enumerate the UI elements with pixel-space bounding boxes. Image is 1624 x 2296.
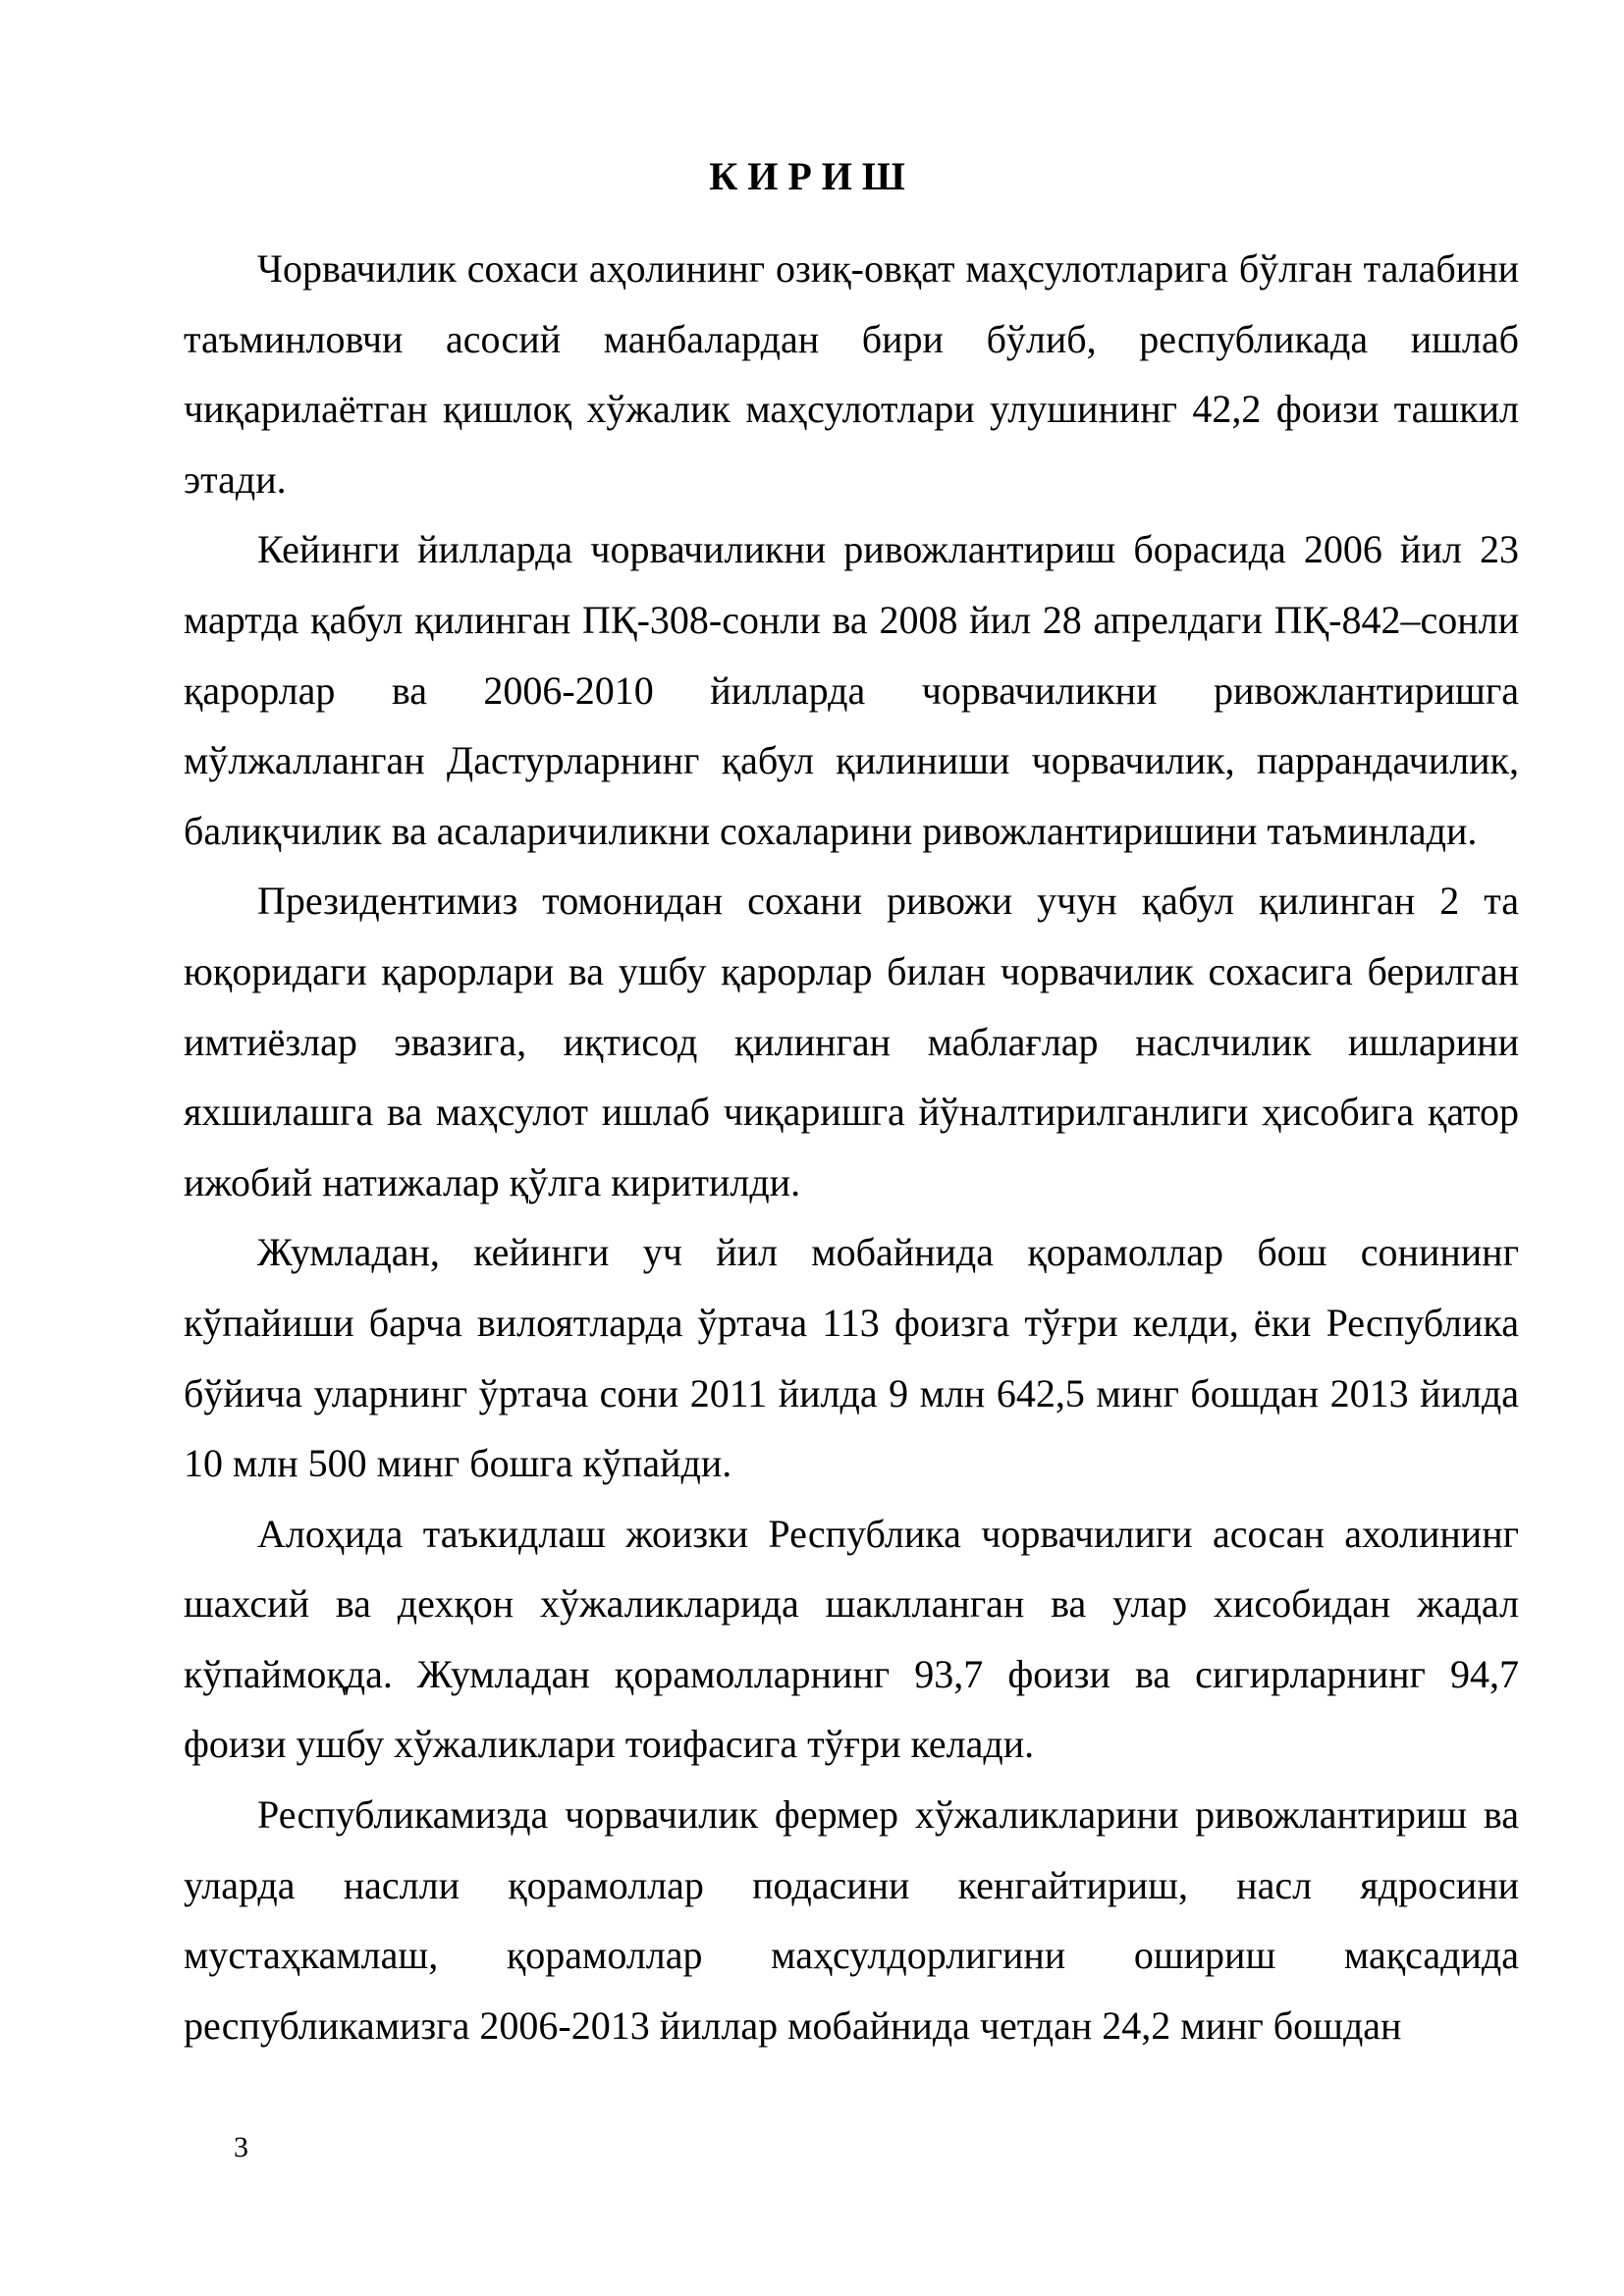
- paragraph-3: Президентимиз томонидан сохани ривожи учун қабул қилинган 2 та юқоридаги қарорлари ва ушбу қарорлар билан чорвачилик сохасига берилган имтиёзлар эвазига, иқтисод қилинган маблағлар наслчилик ишларини яхшилашга ва маҳсулот ишлаб чиқаришга йўналтирилганлиги ҳисобига қатор ижобий натижалар қўлга киритилди.: [184, 879, 1519, 1204]
- paragraph-4: Жумладан, кейинги уч йил мобайнида қорамоллар бош сонининг кўпайиши барча вилоятларда ўртача 113 фоизга тўғри келди, ёки Республика бўйича уларнинг ўртача сони 2011 йилда 9 млн 642,5 минг бошдан 2013 йилда 10 млн 500 минг бошга кўпайди.: [184, 1230, 1519, 1486]
- paragraph-2: Кейинги йилларда чорвачиликни ривожлантириш борасида 2006 йил 23 мартда қабул қилинган ПҚ-308-сонли ва 2008 йил 28 апрелдаги ПҚ-842–сонли қарорлар ва 2006-2010 йилларда чорвачиликни ривожлантиришга мўлжалланган Дастурларнинг қабул қилиниши чорвачилик, паррандачилик, балиқчилик ва асаларичиликни сохаларини ривожлантиришини таъминлади.: [184, 527, 1519, 853]
- paragraph-5: Алоҳида таъкидлаш жоизки Республика чорвачилиги асосан ахолининг шахсий ва дехқон хўжаликларида шаклланган ва улар хисобидан жадал кўпаймоқда. Жумладан қорамолларнинг 93,7 фоизи ва сигирларнинг 94,7 фоизи ушбу хўжаликлари тоифасига тўғри келади.: [184, 1511, 1519, 1767]
- document-title: КИРИШ: [709, 154, 915, 198]
- page-number: 3: [234, 2131, 248, 2163]
- paragraph-6: Республикамизда чорвачилик фермер хўжаликларини ривожлантириш ва уларда наслли қорамоллар подасини кенгайтириш, насл ядросини мустаҳкамлаш, қорамоллар маҳсулдорлигини ошириш мақсадида республикамизга 2006-2013 йиллар мобайнида четдан 24,2 минг бошдан: [184, 1792, 1519, 2048]
- paragraph-1: Чорвачилик сохаси аҳолининг озиқ-овқат маҳсулотларига бўлган талабини таъминловчи асосий манбалардан бири бўлиб, республикада ишлаб чиқарилаётган қишлоқ хўжалик маҳсулотлари улушининг 42,2 фоизи ташкил этади.: [184, 246, 1519, 502]
- document-body: [184, 234, 1519, 2060]
